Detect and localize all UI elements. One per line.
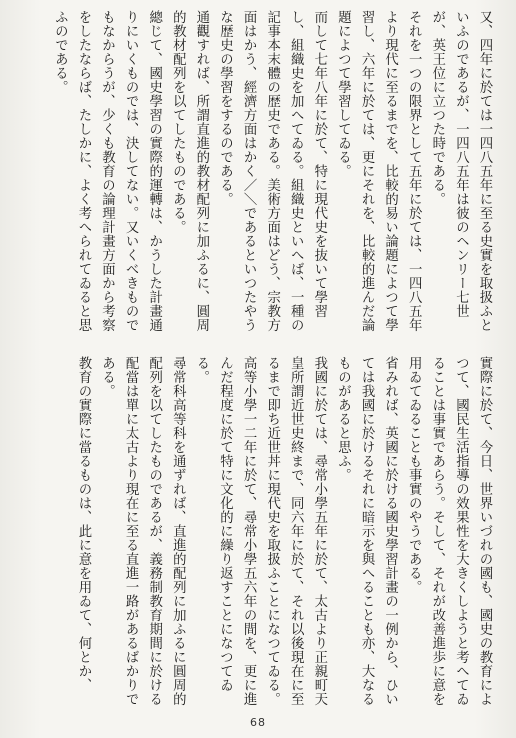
paragraph: 又、四年に於ては一四八五年に至る史實を取扱ふといふのであるが、一四八五年は彼のヘンリー七世が、英王位に立つた時である。 <box>429 10 492 332</box>
paragraph: 總じて、國史學習の實際的運轉は、かうした計畫通りにいくものでは、決してない。又いくべきものでもなからうが、少くも教育の論理計畫方面から考察をしたならば、たしかに、よく考へられてゐると思ふのである。 <box>52 10 162 332</box>
paragraph: それを一つの限界として五年に於ては、一四八五年より現代に至るまでを、比較的易い論題によつて學習し、六年に於ては、更にそれを、比較的進んだ論題によつて學習してゐる。 <box>335 10 422 332</box>
upper-text-block <box>16 10 496 343</box>
paragraph: 我國に於ては、尋常小學五年に於て、太古より正親町天皇所謂近世史終まで、同六年に於て、それ以後現在に至るまで即ち近世丼に現代史を取扱ふことになつてゐる。高等小學一二年に於て、尋常小學五六年の間を、更に進んだ程度に於て特に文化的に繰り返すことになつてゐる。 <box>193 356 327 706</box>
paragraph: 教育の實際に當るものは、此に意を用ゐて、何とか、 <box>75 356 91 692</box>
lower-text-block <box>16 356 496 714</box>
page-number: 68 <box>250 716 266 729</box>
paragraph: 而して七年八年に於て、特に現代史を抜いて學習し、組織史を加へてゐる。組織史といへば、一種の記事本末體の歴史である。美術方面はどう、宗教方面はかう、經濟方面はかく／＼であるといつたやうな歴史の學習をするのである。 <box>217 10 327 332</box>
paragraph: 尋常科高等科を通ずれば、直進的配列に加ふるに圓周的配列を以てしたものであるが、義務制教育期間に於ける配當は單に太古より現在に至る直進一路があるばかりである。 <box>99 356 186 706</box>
paragraph: 省みれば、英國に於ける國史學習計畫の一例から、ひいては我國に於けるそれに暗示を與へることも亦、大なるものがあると思ふ。 <box>335 356 398 706</box>
paragraph: 通觀すれば、所謂直進的教材配列に加ふるに、圓周的教材配列を以てしたものである。 <box>170 10 209 332</box>
paragraph: 實際に於て、今日、世界いづれの國も、國史の教育によつて、國民生活指導の效果性を大きくしようと考へてゐることは事實であらう。そして、それが改善進歩に意を用ゐてゐることも事實のやうである。 <box>406 356 492 706</box>
